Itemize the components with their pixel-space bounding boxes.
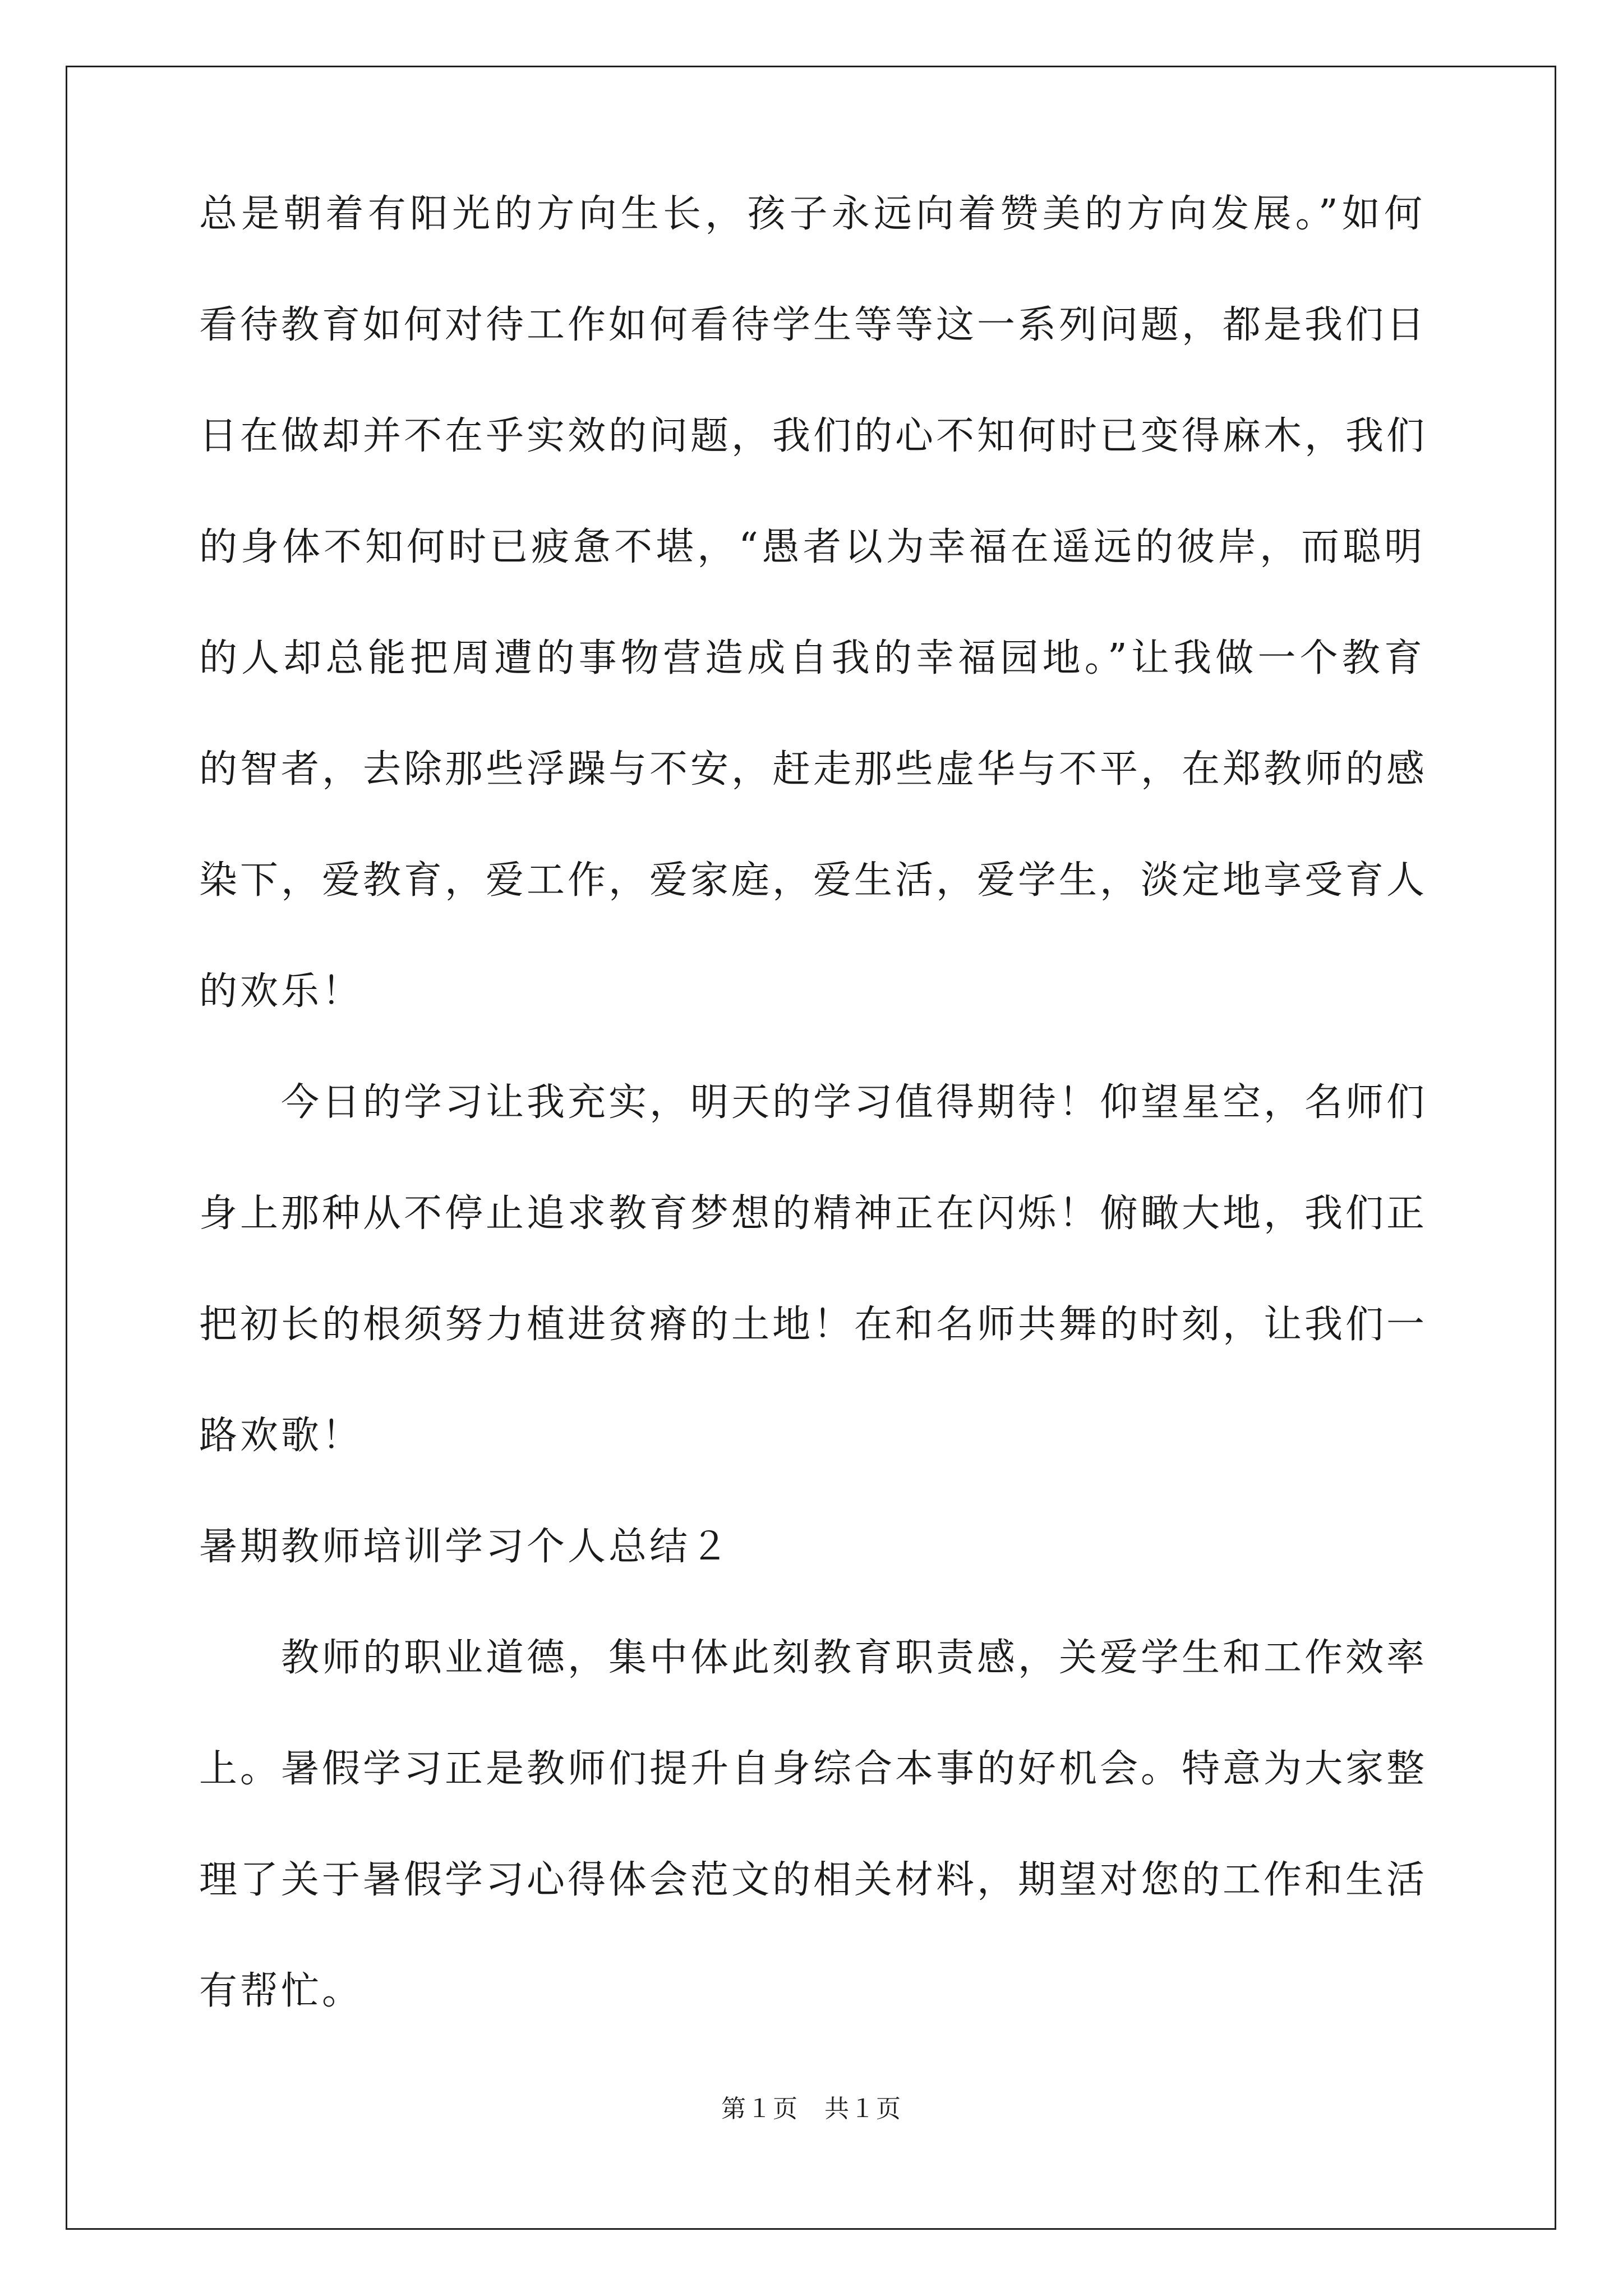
paragraph-2 — [199, 1080, 1428, 1458]
document-body — [199, 192, 1428, 2083]
text-line: 看待教育如何对待工作如何看待学生等等这一系列问题，都是我们日 — [199, 303, 1428, 347]
text-line: 的身体不知何时已疲惫不堪，“愚者以为幸福在遥远的彼岸，而聪明 — [199, 525, 1425, 569]
text-line: 今日的学习让我充实，明天的学习值得期待！仰望星空，名师们 — [281, 1080, 1428, 1125]
text-line: 的智者，去除那些浮躁与不安，赶走那些虚华与不平，在郑教师的感 — [199, 747, 1428, 792]
text-line: 有帮忙。 — [199, 1969, 363, 2013]
text-line: 日在做却并不在乎实效的问题，我们的心不知何时已变得麻木，我们 — [199, 414, 1428, 458]
paragraph-3 — [199, 1636, 1428, 2013]
text-line: 理了关于暑假学习心得体会范文的相关材料，期望对您的工作和生活 — [199, 1858, 1428, 1902]
text-line: 把初长的根须努力植进贫瘠的土地！在和名师共舞的时刻，让我们一 — [199, 1303, 1428, 1347]
page-number-footer: 第１页 共１页 — [721, 2095, 902, 2123]
text-line: 的人却总能把周遭的事物营造成自我的幸福园地。”让我做一个教育 — [199, 636, 1425, 680]
text-line: 的欢乐！ — [199, 969, 363, 1014]
text-line: 上。暑假学习正是教师们提升自身综合本事的好机会。特意为大家整 — [199, 1747, 1428, 1791]
text-line: 路欢歌！ — [199, 1414, 363, 1458]
text-line: 总是朝着有阳光的方向生长，孩子永远向着赞美的方向发展。”如何 — [199, 192, 1425, 236]
text-line: 教师的职业道德，集中体此刻教育职责感，关爱学生和工作效率 — [281, 1636, 1428, 1680]
text-line: 身上那种从不停止追求教育梦想的精神正在闪烁！俯瞰大地，我们正 — [199, 1191, 1428, 1236]
section-heading: 暑期教师培训学习个人总结２ — [199, 1525, 732, 1569]
paragraph-1 — [199, 192, 1428, 1014]
text-line: 染下，爱教育，爱工作，爱家庭，爱生活，爱学生，淡定地享受育人 — [199, 858, 1428, 903]
